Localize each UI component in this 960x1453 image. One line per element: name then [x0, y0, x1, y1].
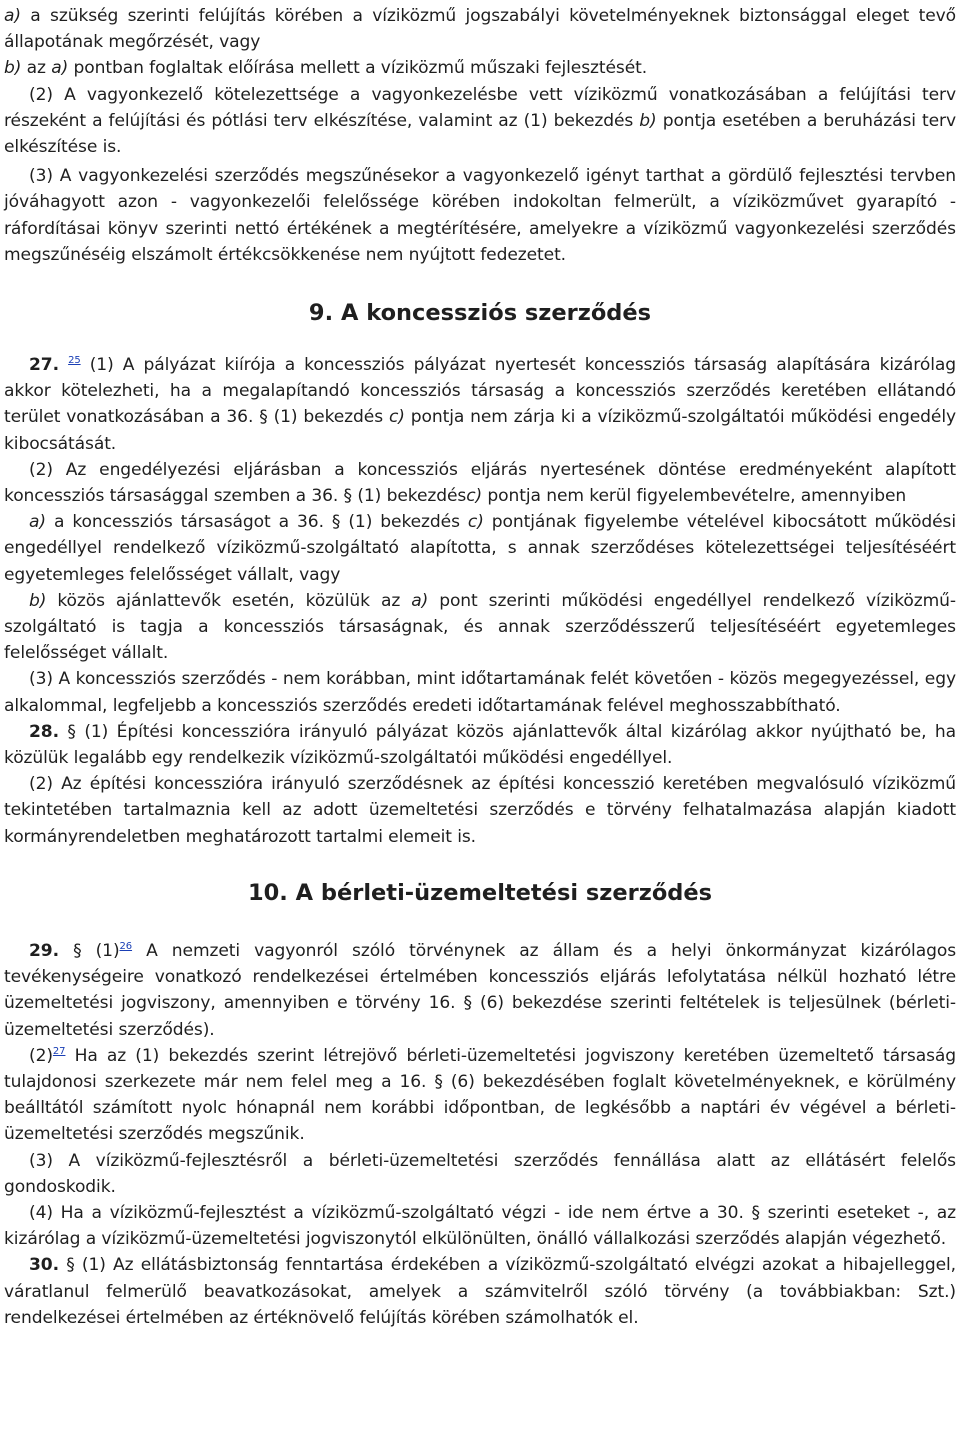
point-label-b: b): [29, 590, 47, 611]
paragraph-29-2: [4, 1043, 956, 1148]
point-reference: b): [639, 110, 657, 131]
section-number: 28.: [29, 721, 59, 742]
section-30: [4, 1252, 956, 1331]
footnote-link[interactable]: 27: [52, 1045, 66, 1057]
footnote-link[interactable]: 25: [68, 355, 81, 367]
paragraph-27-2: [4, 457, 956, 509]
section-number: 29.: [29, 940, 59, 961]
paragraph-text: a koncessziós társaságot a 36. § (1) bekezdés: [45, 512, 468, 533]
paragraph-28-2: (2) Az építési koncesszióra irányuló szerződésnek az építési koncesszió keretében megvalósuló víziközmű tekintetében tartalmaznia kell az adott üzemeltetési szerződés e törvény felhatalmazása alapján kiadott kormányrendeletben meghatározott tartalmi elemeit is.: [4, 774, 956, 847]
paragraph-text: a szükség szerinti felújítás körében a víziközmű jogszabályi követelményeknek biztonsággal eleget tevő állapotának megőrzését, vagy: [4, 6, 956, 53]
point-label-a: a): [4, 6, 21, 26]
section-number: 30.: [29, 1255, 59, 1276]
section-heading-9: 9. A koncessziós szerződés: [308, 300, 652, 327]
paragraph-a: [4, 3, 956, 55]
point-reference: c): [388, 407, 405, 428]
paragraph-27-2-b: [4, 588, 956, 667]
point-reference: c): [467, 512, 484, 533]
section-29: [4, 938, 956, 1043]
paragraph-text: pontban foglaltak előírása mellett a víziközmű műszaki fejlesztését.: [68, 58, 648, 79]
paragraph-text: pontja nem kerül figyelembevételre, amennyiben: [482, 486, 907, 507]
paragraph-text: § (1): [58, 940, 120, 961]
paragraph-29-3: (3) A víziközmű-fejlesztésről a bérleti-üzemeltetési szerződés fennállása alatt az ellátásért felelős gondoskodik.: [4, 1150, 956, 1197]
paragraph-text: az: [21, 58, 52, 79]
section-heading-10: 10. A bérleti-üzemeltetési szerződés: [247, 879, 713, 906]
footnote-link[interactable]: 26: [119, 940, 133, 952]
section-28: [4, 719, 956, 771]
paragraph-text: (2) Az engedélyezési eljárásban a koncessziós eljárás nyertesének döntése eredményeként alapított koncessziós társasággal szemben a 36. § (1) bekezdés: [4, 459, 956, 507]
section-number: 27.: [29, 355, 59, 376]
paragraph-27-3: (3) A koncessziós szerződés - nem korábban, mint időtartamának felét követően - közös megegyezéssel, egy alkalommal, legfeljebb a koncessziós szerződés eredeti időtartamának felével meghosszabbítható.: [4, 669, 956, 716]
paragraph-text: (2): [29, 1045, 53, 1066]
point-reference: a): [51, 58, 69, 79]
section-27: [4, 352, 956, 457]
paragraph-text: (2) A vagyonkezelő kötelezettsége a vagyonkezelésbe vett víziközmű vonatkozásában a felújítási terv részeként a felújítási és pótlási terv elkészítése, valamint az (1) bekezdés: [4, 84, 956, 131]
point-reference: c): [466, 486, 483, 507]
paragraph-text: Ha az (1) bekezdés szerint létrejövő bérleti-üzemeltetési jogviszony keretében üzemeltető társaság tulajdonosi szerkezete már nem felel meg a 16. § (6) bekezdésében foglalt követelményeknek, e körülmény beálltától számított nyolc hónapnál nem korábbi időpontban, de legkésőbb a naptári év végével a bérleti-üzemeltetési szerződés megszűnik.: [4, 1045, 956, 1145]
document-body: [4, 3, 956, 1331]
paragraph-26-3: (3) A vagyonkezelési szerződés megszűnésekor a vagyonkezelő igényt tarthat a gördülő fejlesztési tervben jóváhagyott azon - vagyonkezelői felelőssége körében indokoltan felmerült, a víziközművet gyarapító - ráfordításai könyv szerinti nettó értékének a megtérítésére, amelyekre a víziközmű vagyonkezelési szerződés megszűnéséig elszámolt értékcsökkenése nem nyújtott fedezetet.: [4, 166, 956, 265]
paragraph-text: pontja nem zárja ki a víziközmű-szolgáltatói működési engedély kibocsátását.: [4, 407, 956, 454]
paragraph-b: [4, 55, 956, 81]
paragraph-29-4: (4) Ha a víziközmű-fejlesztést a víziközmű-szolgáltató végzi - ide nem értve a 30. § szerinti eseteket -, az kizárólag a víziközmű-üzemeltetési jogviszonytól elkülönülten, önálló vállalkozási szerződés alapján végezhető.: [4, 1202, 956, 1250]
point-reference: a): [411, 590, 429, 611]
paragraph-27-2-a: [4, 509, 956, 588]
point-label-a: a): [29, 512, 46, 533]
paragraph-text: § (1) Az ellátásbiztonság fenntartása érdekében a víziközmű-szolgáltató elvégzi azokat a hibajelleggel, váratlanul felmerülő beavatkozásokat, amelyek a számvitelről szóló törvény (a továbbiakban: Szt.) rendelkezései értelmében az értéknövelő felújítás körében számolhatók el.: [4, 1255, 956, 1328]
paragraph-text: § (1) Építési koncesszióra irányuló pályázat közös ajánlattevők által kizárólag akkor nyújtható be, ha közülük legalább egy rendelkezik víziközmű-szolgáltatói működési engedéllyel.: [4, 721, 956, 769]
paragraph-text: pontjának figyelembe vételével kibocsátott működési engedéllyel rendelkező víziközmű-szolgáltató alapította, s annak szerződéses kötelezettségei teljesítéséért egyetemleges felelősséget vállalt, vagy: [4, 512, 957, 585]
paragraph-text: A nemzeti vagyonról szóló törvénynek az állam és a helyi önkormányzat kizárólagos tevékenységeire vonatkozó rendelkezései értelmében koncessziós eljárás lefolytatása nélkül hozható létre üzemeltetési jogviszony, amennyiben e törvény 16. § (6) bekezdése szerinti feltételek is teljesülnek (bérleti-üzemeltetési szerződés).: [4, 940, 956, 1040]
paragraph-text: (1) A pályázat kiírója a koncessziós pályázat nyertesét koncessziós társaság alapítására kizárólag akkor kötelezheti, ha a megalapítandó koncessziós társaság a koncessziós szerződés keretében ellátandó terület vonatkozásában a 36. § (1) bekezdés: [4, 355, 956, 428]
paragraph-text: pontja esetében a beruházási terv elkészítése is.: [4, 110, 956, 158]
paragraph-text: pont szerinti működési engedéllyel rendelkező víziközmű-szolgáltató is tagja a koncessziós társaságnak, és annak szerződésszerű teljesítéséért egyetemleges felelősséget vállalt.: [4, 590, 956, 664]
point-label-b: b): [4, 58, 22, 79]
paragraph-26-2: [4, 82, 956, 161]
paragraph-text: közös ajánlattevők esetén, közülük az: [46, 590, 412, 611]
